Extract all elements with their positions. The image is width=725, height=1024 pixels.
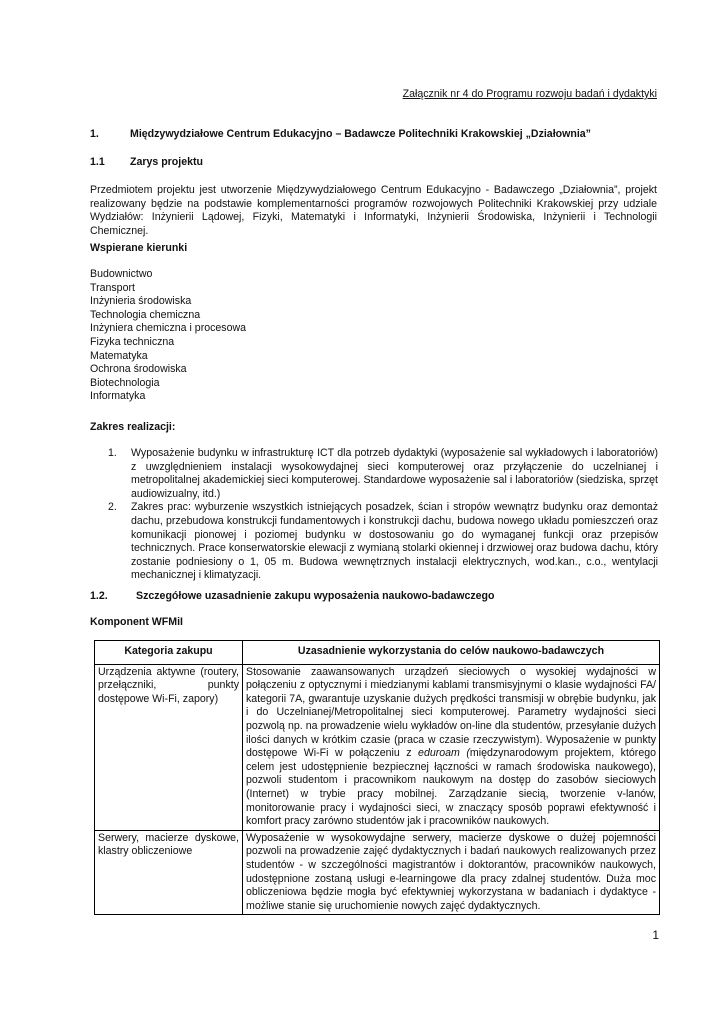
table-cell-kategoria: Serwery, macierze dyskowe, klastry obliczeniowe (95, 830, 243, 915)
list-item: Inżynieria środowiska (90, 295, 192, 308)
zakres-heading: Zakres realizacji: (90, 421, 176, 433)
uzasadnienie-text-part: Stosowanie zaawansowanych urządzeń sieciowych o wysokiej wydajności w połączeniu z optycznymi i miedzianymi kablami transmisyjnymi o klasie wydajności FA/ kategorii 7A, gwarantuje uzyskanie dużych prędkości transmisji w obrębie budynku, jak i do Uczelnianej/Metropolitalnej sieci komputerowej. Parametry wydajności sieci pozwolą np. na prowadzenie wielu wykładów on-line dla studentów, przesyłanie dużych ilości danych w krótkim czasie (praca w czasie rzeczywistym). Wyposażenie w punkty dostępowe Wi-Fi w połączeniu z (246, 665, 656, 760)
table-cell-uzasadnienie (243, 664, 660, 830)
section-1-2-number: 1.2. (90, 590, 108, 602)
list-item-text: Wyposażenie budynku w infrastrukturę ICT dla potrzeb dydaktyki (wyposażenie sal wykładowych i laboratoriów) z uwzględnieniem instalacji wysokowydajnej sieci komputerowej oraz przyłączenie do uczelnianej i metropolitalnej akademickiej sieci komputerowej. Standardowe wyposażenie sal i laboratoriów (siedziska, sprzęt audiowizualny, itd.) (131, 447, 658, 500)
column-header-uzasadnienie: Uzasadnienie wykorzystania do celów naukowo-badawczych (243, 641, 660, 665)
list-item: Biotechnologia (90, 376, 160, 389)
section-1-number: 1. (90, 128, 99, 140)
list-item (108, 501, 658, 583)
table-cell-uzasadnienie: Wyposażenie w wysokowydajne serwery, macierze dyskowe o dużej pojemności pozwoli na prowadzenie zajęć dydaktycznych i badań naukowych realizowanych przez studentów - w szczególności magistrantów i doktorantów, pracowników naukowych, udostępnione zostaną usługi e-learningowe dla pracy zdalnej studentów. Duża moc obliczeniowa będzie mogła być efektywniej wykorzystana w badaniach i dydaktyce - możliwe stanie się uruchomienie nowych zajęć dydaktycznych. (243, 830, 660, 915)
komponent-heading: Komponent WFMiI (90, 616, 183, 628)
uzasadnienie-text-part: międzynarodowym projektem, którego celem jest udostępnienie bezpiecznej łączności w ramach środowiska naukowego), pozwoli studentom i pracownikom naukowym na dostęp do zasobów sieciowych (Internet) w trybie pracy mobilnej. Zarządzanie siecią, tworzenie v-lanów, monitorowanie pracy i wydajności sieci, w znaczący sposób poprawi efektywność i komfort pracy zarówno studentów jak i pracowników naukowych. (246, 747, 656, 828)
section-1-2-title: Szczegółowe uzasadnienie zakupu wyposażenia naukowo-badawczego (136, 590, 495, 602)
table-row (95, 664, 660, 830)
list-item: Technologia chemiczna (90, 308, 201, 321)
list-item: Matematyka (90, 349, 148, 362)
uzasadnienie-italic-part: eduroam ( (418, 747, 470, 760)
column-header-kategoria: Kategoria zakupu (95, 641, 243, 665)
section-1-1-number: 1.1 (90, 156, 105, 168)
section-1-title: Międzywydziałowe Centrum Edukacyjno – Badawcze Politechniki Krakowskiej „Działownia” (130, 128, 591, 140)
section-1-1-heading (90, 156, 660, 170)
list-item: Ochrona środowiska (90, 363, 187, 376)
list-item: Transport (90, 281, 135, 294)
equipment-table (94, 640, 660, 915)
list-item: Informatyka (90, 390, 146, 403)
table-header-row (95, 641, 660, 665)
intro-paragraph: Przedmiotem projektu jest utworzenie Międzywydziałowego Centrum Edukacyjno - Badawczego „Działownia”, projekt realizowany będzie na podstawie komplementarności programów rozwojowych Politechniki Krakowskiej przy udziale Wydziałów: Inżynierii Lądowej, Fizyki, Matematyki i Informatyki, Inżynierii Środowiska, Inżynierii i Technologii Chemicznej. (90, 184, 657, 237)
table-row (95, 830, 660, 915)
list-item: Fizyka techniczna (90, 335, 175, 348)
list-item-number: 2. (108, 501, 117, 514)
section-1-1-title: Zarys projektu (130, 156, 204, 168)
kierunki-list (90, 268, 246, 404)
section-1-2-heading (90, 590, 660, 604)
page-number: 1 (652, 928, 659, 942)
header-note: Załącznik nr 4 do Programu rozwoju badań i dydaktyki (402, 88, 657, 100)
list-item-number: 1. (108, 447, 117, 459)
section-1-heading (90, 128, 660, 142)
list-item (108, 447, 658, 501)
list-item-text: Zakres prac: wyburzenie wszystkich istniejących posadzek, ścian i stropów wewnątrz budynku oraz demontaż dachu, przebudowa konstrukcji fundamentowych i konstrukcji dachu, budowa nowego układu pomieszczeń oraz komunikacji pionowej i poziomej budynku w dostosowaniu go do wymaganej funkcji oraz przepisów technicznych. Prace konserwatorskie elewacji z wymianą stolarki okiennej i drzwiowej oraz budowa dachu, który zostanie podniesiony o 1, 05 m. Budowa wewnętrznych instalacji elektrycznych, wod.kan., c.o., wentylacji mechanicznej i klimatyzacji. (131, 501, 658, 582)
wspierane-kierunki-heading: Wspierane kierunki (90, 242, 188, 254)
list-item: Budownictwo (90, 268, 153, 280)
zakres-list (108, 447, 658, 583)
table-cell-kategoria: Urządzenia aktywne (routery, przełączniki, punkty dostępowe Wi-Fi, zapory) (95, 664, 243, 830)
list-item: Inżyniera chemiczna i procesowa (90, 322, 247, 335)
